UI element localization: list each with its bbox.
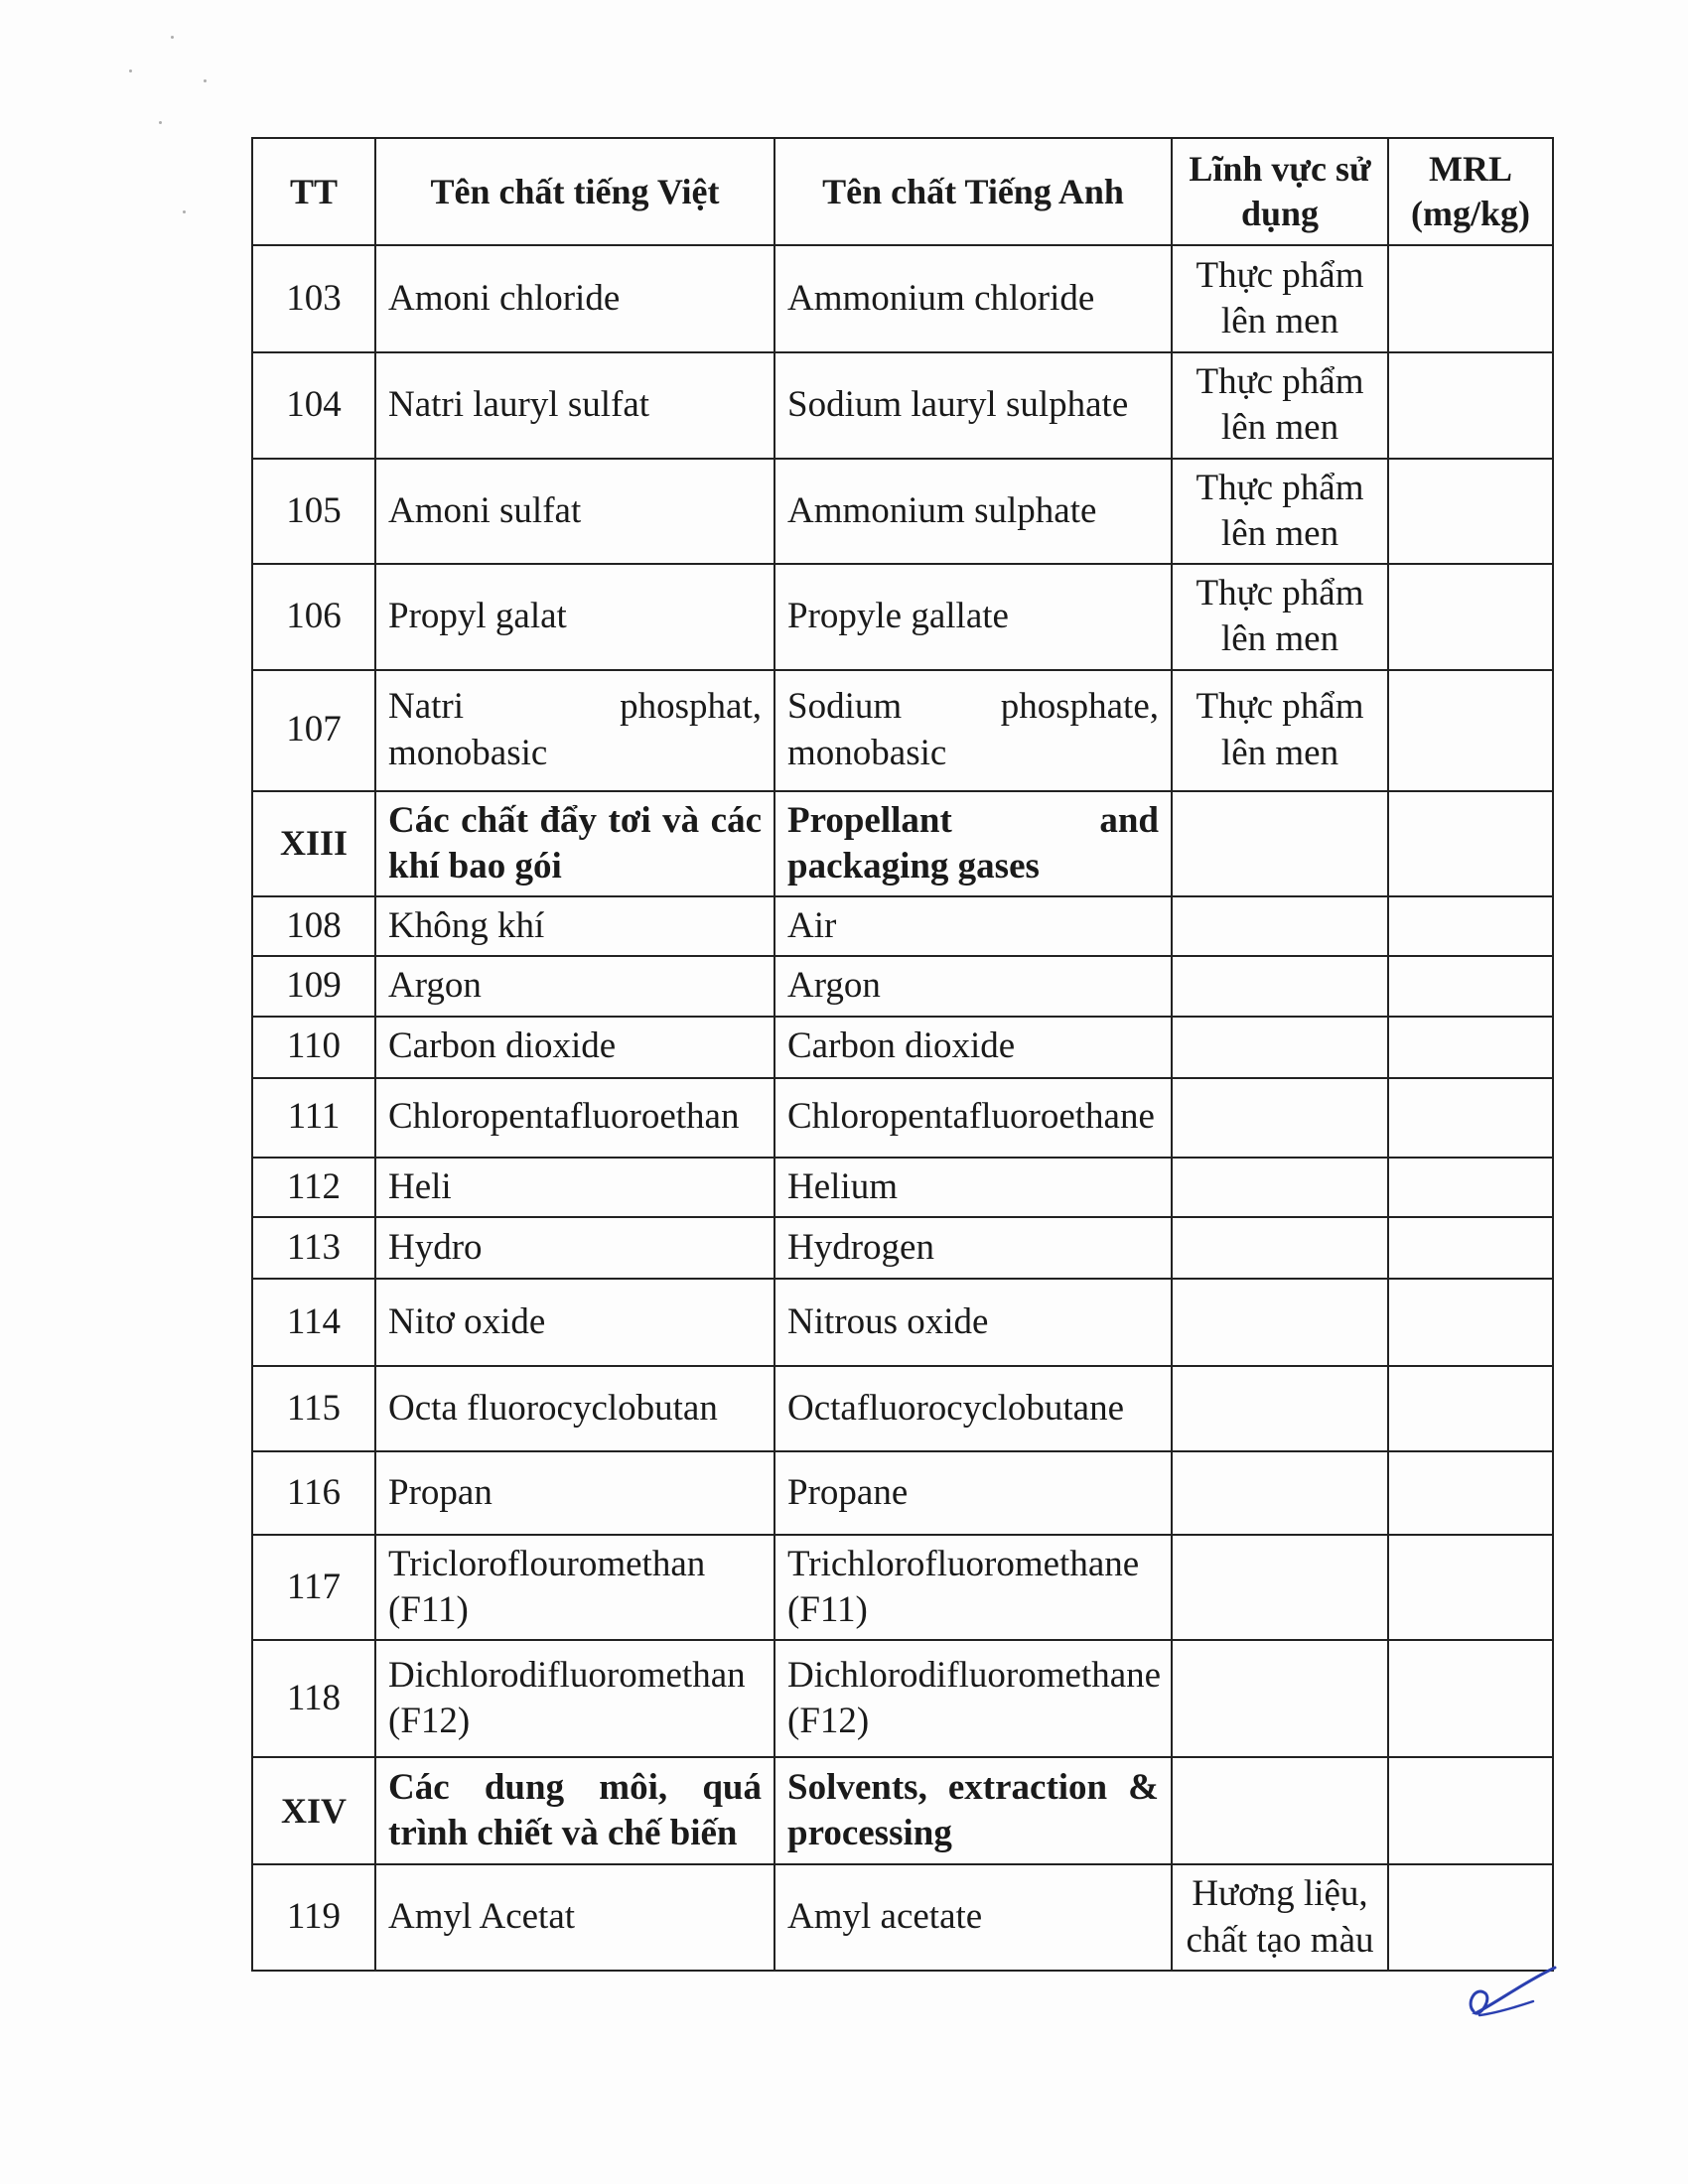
- row-mrl: [1388, 1158, 1553, 1217]
- name-en-line-1: [787, 684, 1159, 730]
- row-name-vi: Amyl Acetat: [375, 1864, 774, 1971]
- row-tt: 114: [252, 1279, 375, 1366]
- row-mrl: [1388, 1535, 1553, 1641]
- row-name-vi: Tricloroflouromethan (F11): [375, 1535, 774, 1641]
- table-row: [252, 1279, 1553, 1366]
- row-use: [1172, 1640, 1388, 1757]
- row-use: Thực phẩm lên men: [1172, 564, 1388, 670]
- row-use: [1172, 1158, 1388, 1217]
- row-name-en: Hydrogen: [774, 1217, 1172, 1279]
- row-use: [1172, 791, 1388, 897]
- name-vi-line-2: monobasic: [388, 732, 548, 773]
- row-name-en: Dichlorodifluoromethane (F12): [774, 1640, 1172, 1757]
- row-mrl: [1388, 1078, 1553, 1158]
- row-name-en: Amyl acetate: [774, 1864, 1172, 1971]
- row-mrl: [1388, 1217, 1553, 1279]
- row-use: Thực phẩm lên men: [1172, 670, 1388, 791]
- row-name-en: Ammonium chloride: [774, 245, 1172, 352]
- section-name-vi: Các chất đẩy tơi và các khí bao gói: [375, 791, 774, 897]
- section-row: [252, 1757, 1553, 1864]
- row-mrl: [1388, 1864, 1553, 1971]
- row-tt: 117: [252, 1535, 375, 1641]
- table-row: [252, 352, 1553, 459]
- section-name-en: [774, 791, 1172, 897]
- header-tt: TT: [252, 138, 375, 245]
- row-name-en: Octafluorocyclobutane: [774, 1366, 1172, 1451]
- table-row: [252, 1535, 1553, 1641]
- section-name-en-line-2: packaging gases: [787, 845, 1040, 887]
- row-name-vi: Không khí: [375, 896, 774, 956]
- row-mrl: [1388, 1757, 1553, 1864]
- row-use: [1172, 1451, 1388, 1535]
- row-name-vi: Amoni sulfat: [375, 459, 774, 565]
- name-en-line-2: monobasic: [787, 732, 947, 773]
- row-tt: 104: [252, 352, 375, 459]
- row-mrl: [1388, 352, 1553, 459]
- row-tt: 111: [252, 1078, 375, 1158]
- row-name-vi: Nitơ oxide: [375, 1279, 774, 1366]
- table-row: [252, 245, 1553, 352]
- row-name-en: Propyle gallate: [774, 564, 1172, 670]
- row-tt: 116: [252, 1451, 375, 1535]
- row-use: Thực phẩm lên men: [1172, 459, 1388, 565]
- row-name-vi: Dichlorodifluoromethan (F12): [375, 1640, 774, 1757]
- row-mrl: [1388, 564, 1553, 670]
- table-row: [252, 1864, 1553, 1971]
- table-row: [252, 896, 1553, 956]
- row-use: [1172, 956, 1388, 1016]
- table-row: [252, 1640, 1553, 1757]
- row-mrl: [1388, 245, 1553, 352]
- table-row: [252, 564, 1553, 670]
- row-name-en: Chloropentafluoroethane: [774, 1078, 1172, 1158]
- table-row: [252, 1451, 1553, 1535]
- row-tt: 108: [252, 896, 375, 956]
- table-row: [252, 1078, 1553, 1158]
- row-name-vi: Octa fluorocyclobutan: [375, 1366, 774, 1451]
- row-name-vi: Hydro: [375, 1217, 774, 1279]
- row-use: [1172, 1078, 1388, 1158]
- name-en-word: Propellant: [787, 799, 952, 841]
- table-row: [252, 459, 1553, 565]
- header-mrl: MRL (mg/kg): [1388, 138, 1553, 245]
- row-name-en: Argon: [774, 956, 1172, 1016]
- row-tt: 112: [252, 1158, 375, 1217]
- row-mrl: [1388, 1017, 1553, 1078]
- row-name-vi: Natri lauryl sulfat: [375, 352, 774, 459]
- name-en-word: and: [1099, 799, 1159, 841]
- row-name-en: Ammonium sulphate: [774, 459, 1172, 565]
- table-row: [252, 1366, 1553, 1451]
- row-name-vi: Chloropentafluoroethan: [375, 1078, 774, 1158]
- section-name-en: Solvents, extraction & processing: [774, 1757, 1172, 1864]
- row-name-vi: Heli: [375, 1158, 774, 1217]
- row-tt: 103: [252, 245, 375, 352]
- row-use: [1172, 1217, 1388, 1279]
- row-use: Thực phẩm lên men: [1172, 245, 1388, 352]
- header-name-vi: Tên chất tiếng Việt: [375, 138, 774, 245]
- row-mrl: [1388, 1279, 1553, 1366]
- row-use: [1172, 1535, 1388, 1641]
- substance-table: [251, 137, 1554, 1972]
- table-row: [252, 1217, 1553, 1279]
- row-name-en: Trichlorofluoromethane (F11): [774, 1535, 1172, 1641]
- row-tt: 115: [252, 1366, 375, 1451]
- row-name-vi: Carbon dioxide: [375, 1017, 774, 1078]
- name-vi-line-1: [388, 684, 762, 730]
- section-number: XIV: [252, 1757, 375, 1864]
- section-number: XIII: [252, 791, 375, 897]
- row-tt: 118: [252, 1640, 375, 1757]
- row-use: [1172, 1279, 1388, 1366]
- row-mrl: [1388, 791, 1553, 897]
- section-row: [252, 791, 1553, 897]
- row-name-vi: Propan: [375, 1451, 774, 1535]
- row-tt: 109: [252, 956, 375, 1016]
- row-tt: 119: [252, 1864, 375, 1971]
- row-name-vi: Amoni chloride: [375, 245, 774, 352]
- row-name-vi: Argon: [375, 956, 774, 1016]
- row-use: Thực phẩm lên men: [1172, 352, 1388, 459]
- row-use: [1172, 1017, 1388, 1078]
- row-name-vi: [375, 670, 774, 791]
- row-name-en: Helium: [774, 1158, 1172, 1217]
- row-mrl: [1388, 1451, 1553, 1535]
- row-tt: 105: [252, 459, 375, 565]
- row-tt: 113: [252, 1217, 375, 1279]
- row-mrl: [1388, 1640, 1553, 1757]
- section-name-vi: Các dung môi, quá trình chiết và chế biến: [375, 1757, 774, 1864]
- row-mrl: [1388, 670, 1553, 791]
- table-row: [252, 670, 1553, 791]
- row-name-en: Sodium lauryl sulphate: [774, 352, 1172, 459]
- table-row: [252, 1017, 1553, 1078]
- row-tt: 110: [252, 1017, 375, 1078]
- table-row: [252, 956, 1553, 1016]
- row-use: [1172, 1366, 1388, 1451]
- row-mrl: [1388, 896, 1553, 956]
- row-use: [1172, 896, 1388, 956]
- row-use: Hương liệu, chất tạo màu: [1172, 1864, 1388, 1971]
- row-name-en: Propane: [774, 1451, 1172, 1535]
- name-vi-word: Natri: [388, 686, 465, 728]
- name-en-word: Sodium: [787, 686, 903, 728]
- row-name-en: Air: [774, 896, 1172, 956]
- table-header-row: [252, 138, 1553, 245]
- row-name-en: Nitrous oxide: [774, 1279, 1172, 1366]
- row-name-en: Carbon dioxide: [774, 1017, 1172, 1078]
- row-name-vi: Propyl galat: [375, 564, 774, 670]
- row-tt: 106: [252, 564, 375, 670]
- row-use: [1172, 1757, 1388, 1864]
- header-name-en: Tên chất Tiếng Anh: [774, 138, 1172, 245]
- header-field-of-use: Lĩnh vực sử dụng: [1172, 138, 1388, 245]
- signature-mark: [1456, 1964, 1565, 2023]
- row-mrl: [1388, 956, 1553, 1016]
- row-tt: 107: [252, 670, 375, 791]
- name-vi-word: phosphat,: [620, 686, 762, 728]
- table-row: [252, 1158, 1553, 1217]
- row-mrl: [1388, 1366, 1553, 1451]
- row-name-en: [774, 670, 1172, 791]
- name-en-word: phosphate,: [1000, 686, 1159, 728]
- row-mrl: [1388, 459, 1553, 565]
- section-name-en-line-1: [787, 798, 1159, 844]
